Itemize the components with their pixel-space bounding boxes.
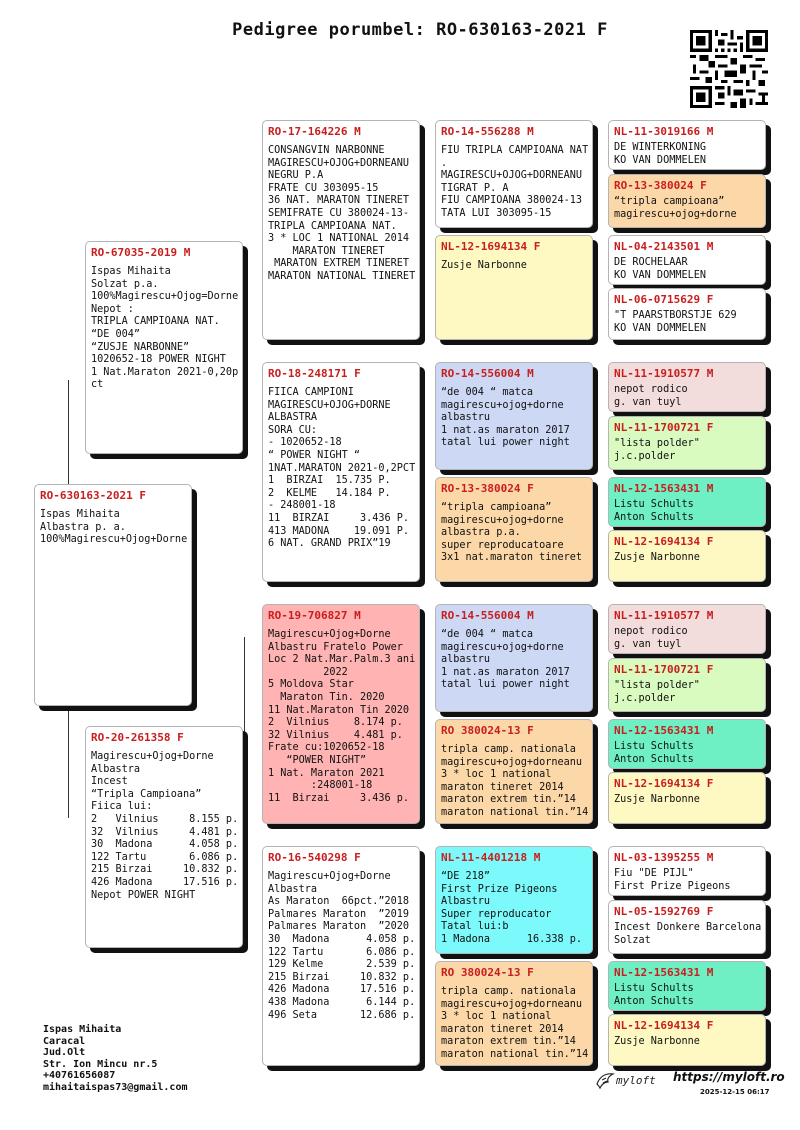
pigeon-description: FIU TRIPLA CAMPIOANA NAT . MAGIRESCU+OJOG+DORNEANU TIGRAT P. A FIU CAMPIOANA 380024-13 TATA LUI 303095-15 <box>441 145 589 219</box>
pigeon-description: Magirescu+Ojog+Dorne Albastru Fratelo Power Loc 2 Nat.Mar.Palm.3 ani 2022 5 Moldova Star Maraton Tin. 2020 11 Nat.Maraton Tin 2020 2 Vilnius 8.174 p. 32 Vilnius 4.481 p. Frate cu:1020652-18 “POWER NIGHT” 1 Nat. Maraton 2021 :248001-18 11 Birzai 3.436 p. <box>268 629 416 804</box>
pigeon-description: FIICA CAMPIONI MAGIRESCU+OJOG+DORNE ALBASTRA SORA CU: - 1020652-18 “ POWER NIGHT “ 1NAT.MARATON 2021-0,2PCT 1 BIRZAI 15.735 P. 2 KELME 14.184 P. - 248001-18 11 BIRZAI 3.436 P. 413 MADONA 19.091 P. 6 NAT. GRAND PRIX”19 <box>268 387 416 550</box>
pigeon-description: Listu Schults Anton Schults <box>614 499 694 523</box>
pigeon-description: DE WINTERKONING KO VAN DOMMELEN <box>614 142 707 166</box>
pigeon-description: “tripla campioana” magirescu+ojog+dorne <box>614 196 737 220</box>
pigeon-card-gen5[interactable] <box>608 288 766 340</box>
ring-number: NL-12-1563431 M <box>614 724 714 737</box>
pigeon-card-gen5[interactable] <box>608 658 766 712</box>
ring-number: NL-12-1694134 F <box>441 240 541 253</box>
pigeon-card-subject[interactable] <box>34 484 192 706</box>
myloft-logo <box>594 1070 656 1092</box>
print-date: 2025-12-15 06:17 <box>700 1088 770 1096</box>
pigeon-card-gen4[interactable] <box>435 477 593 582</box>
pigeon-card-gen5[interactable] <box>608 772 766 824</box>
ring-number: NL-05-1592769 F <box>614 905 714 918</box>
ring-number: NL-12-1694134 F <box>614 535 714 548</box>
ring-number: RO-67035-2019 M <box>91 246 191 259</box>
pigeon-description: Ispas Mihaita Albastra p. a. 100%Magirescu+Ojog+Dorne <box>40 509 188 546</box>
connector-line <box>596 628 597 680</box>
ring-number: NL-11-1700721 F <box>614 421 714 434</box>
pigeon-card-gen4[interactable] <box>435 235 593 340</box>
ring-number: NL-11-1910577 M <box>614 367 714 380</box>
connector-line <box>596 742 597 797</box>
ring-number: NL-12-1694134 F <box>614 1019 714 1032</box>
pigeon-description: Zusje Narbonne <box>614 794 700 805</box>
pigeon-card-gen5[interactable] <box>608 846 766 896</box>
pigeon-description: Incest Donkere Barcelona Solzat <box>614 922 762 946</box>
pigeon-description: Magirescu+Ojog+Dorne Albastra Incest “Tripla Campioana” Fiica lui: 2 Vilnius 8.155 p. 32 Vilnius 4.481 p. 30 Madona 4.058 p. 122 Tartu 6.086 p. 215 Birzai 10.832 p. 426 Madona 17.516 p. Nepot POWER NIGHT <box>91 751 239 901</box>
pigeon-description: Listu Schults Anton Schults <box>614 983 694 1007</box>
ring-number: RO-14-556004 M <box>441 609 534 622</box>
pigeon-description: DE ROCHELAAR KO VAN DOMMELEN <box>614 257 707 281</box>
pigeon-description: Fiu "DE PIJL" First Prize Pigeons <box>614 868 731 892</box>
connector-line <box>68 706 69 818</box>
ring-number: NL-04-2143501 M <box>614 240 714 253</box>
ring-number: NL-11-3019166 M <box>614 125 714 138</box>
pigeon-description: nepot rodico g. van tuyl <box>614 626 688 650</box>
pigeon-card-gen3[interactable] <box>262 604 420 824</box>
ring-number: RO-19-706827 M <box>268 609 361 622</box>
pigeon-description: Zusje Narbonne <box>441 260 527 271</box>
pigeon-card-gen5[interactable] <box>608 362 766 412</box>
pigeon-description: "T PAARSTBORSTJE 629 KO VAN DOMMELEN <box>614 310 737 334</box>
pigeon-description: Ispas Mihaita Solzat p.a. 100%Magirescu+Ojog=Dorne Nepot : TRIPLA CAMPIOANA NAT. “DE 004” “ZUSJE NARBONNE” 1020652-18 POWER NIGHT 1 Nat.Maraton 2021-0,20p ct <box>91 266 239 391</box>
pigeon-card-gen3[interactable] <box>262 846 420 1066</box>
ring-number: NL-12-1694134 F <box>614 777 714 790</box>
ring-number: NL-11-4401218 M <box>441 851 541 864</box>
pigeon-card-dam[interactable] <box>85 726 243 948</box>
connector-line <box>596 260 597 315</box>
pigeon-card-gen3[interactable] <box>262 120 420 340</box>
ring-number: NL-12-1563431 M <box>614 482 714 495</box>
pigeon-description: tripla camp. nationala magirescu+ojog+dorneanu 3 * loc 1 national maraton tineret 2014 maraton extrem tin.”14 maraton national tin.”14 <box>441 986 589 1060</box>
ring-number: RO-13-380024 F <box>614 179 707 192</box>
connector-line <box>68 380 69 484</box>
website-link[interactable]: https://myloft.ro <box>673 1070 785 1084</box>
pigeon-description: Zusje Narbonne <box>614 552 700 563</box>
pigeon-description: “DE 218” First Prize Pigeons Albastru Super reproducator Tatal lui:b 1 Madona 16.338 p. <box>441 871 583 945</box>
pigeon-card-gen4[interactable] <box>435 719 593 824</box>
ring-number: NL-11-1910577 M <box>614 609 714 622</box>
pigeon-card-gen3[interactable] <box>262 362 420 582</box>
ring-number: RO-14-556288 M <box>441 125 534 138</box>
owner-contact: Ispas Mihaita Caracal Jud.Olt Str. Ion Mincu nr.5 +40761656087 mihaitaispas73@gmail.com <box>43 1024 188 1093</box>
pigeon-card-gen5[interactable] <box>608 174 766 228</box>
pigeon-description: "lista polder" j.c.polder <box>614 680 700 704</box>
pigeon-card-gen5[interactable] <box>608 719 766 769</box>
pigeon-card-gen5[interactable] <box>608 416 766 470</box>
pigeon-card-gen5[interactable] <box>608 604 766 654</box>
connector-line <box>596 868 597 923</box>
page-title: Pedigree porumbel: RO-630163-2021 F <box>232 20 608 40</box>
pigeon-card-gen5[interactable] <box>608 477 766 527</box>
pigeon-description: Listu Schults Anton Schults <box>614 741 694 765</box>
connector-line <box>420 153 421 258</box>
ring-number: RO-20-261358 F <box>91 731 184 744</box>
connector-line <box>596 145 597 195</box>
ring-number: RO 380024-13 F <box>441 966 534 979</box>
pigeon-card-gen5[interactable] <box>608 120 766 170</box>
ring-number: RO-13-380024 F <box>441 482 534 495</box>
ring-number: NL-06-0715629 F <box>614 293 714 306</box>
ring-number: NL-11-1700721 F <box>614 663 714 676</box>
connector-line <box>244 285 245 441</box>
connector-line <box>596 385 597 437</box>
connector-line <box>420 637 421 737</box>
connector-line <box>420 878 421 978</box>
pigeon-card-gen5[interactable] <box>608 530 766 582</box>
pigeon-description: Magirescu+Ojog+Dorne Albastra As Maraton 66pct.”2018 Palmares Maraton ”2019 Palmares Maraton ”2020 30 Madona 4.058 p. 122 Tartu 6.086 p. 129 Kelme 2.539 p. 215 Birzai 10.832 p. 426 Madona 17.516 p. 438 Madona 6.144 p. 496 Seta 12.686 p. <box>268 871 416 1021</box>
pigeon-description: Zusje Narbonne <box>614 1036 700 1047</box>
pigeon-card-sire[interactable] <box>85 241 243 454</box>
pigeon-card-gen4[interactable] <box>435 961 593 1066</box>
connector-line <box>596 500 597 555</box>
pigeon-description: tripla camp. nationala magirescu+ojog+dorneanu 3 * loc 1 national maraton tineret 2014 maraton extrem tin.”14 maraton national tin.”14 <box>441 744 589 818</box>
pigeon-card-gen4[interactable] <box>435 846 593 954</box>
pigeon-description: "lista polder" j.c.polder <box>614 438 700 462</box>
pigeon-card-gen5[interactable] <box>608 900 766 954</box>
ring-number: RO-18-248171 F <box>268 367 361 380</box>
pigeon-card-gen4[interactable] <box>435 604 593 712</box>
logo-text: myloft <box>616 1074 656 1087</box>
pigeon-description: “tripla campioana” magirescu+ojog+dorne albastra p.a. super reproducatoare 3x1 nat.maraton tineret <box>441 502 583 564</box>
pigeon-card-gen5[interactable] <box>608 961 766 1011</box>
pigeon-card-gen4[interactable] <box>435 120 593 228</box>
pigeon-logo-icon <box>594 1070 616 1092</box>
pigeon-description: “de 004 “ matca magirescu+ojog+dorne albastru 1 nat.as maraton 2017 tatal lui power night <box>441 387 570 449</box>
ring-number: RO-14-556004 M <box>441 367 534 380</box>
ring-number: RO-17-164226 M <box>268 125 361 138</box>
connector-line <box>596 985 597 1040</box>
pigeon-description: “de 004 “ matca magirescu+ojog+dorne albastru 1 nat.as maraton 2017 tatal lui power night <box>441 629 570 691</box>
ring-number: NL-12-1563431 M <box>614 966 714 979</box>
ring-number: NL-03-1395255 M <box>614 851 714 864</box>
ring-number: RO-16-540298 F <box>268 851 361 864</box>
pigeon-card-gen5[interactable] <box>608 235 766 285</box>
connector-line <box>420 395 421 495</box>
pigeon-description: nepot rodico g. van tuyl <box>614 384 688 408</box>
pigeon-description: CONSANGVIN NARBONNE MAGIRESCU+OJOG+DORNEANU NEGRU P.A FRATE CU 303095-15 36 NAT. MARATON TINERET SEMIFRATE CU 380024-13- TRIPLA CAMPIOANA NAT. 3 * LOC 1 NATIONAL 2014 MARATON TINERET MARATON EXTREM TINERET MARATON NATIONAL TINERET <box>268 145 416 282</box>
pigeon-card-gen5[interactable] <box>608 1014 766 1066</box>
connector-line <box>244 637 245 864</box>
ring-number: RO 380024-13 F <box>441 724 534 737</box>
pigeon-card-gen4[interactable] <box>435 362 593 470</box>
ring-number: RO-630163-2021 F <box>40 489 146 502</box>
qr-code-icon <box>690 30 768 108</box>
